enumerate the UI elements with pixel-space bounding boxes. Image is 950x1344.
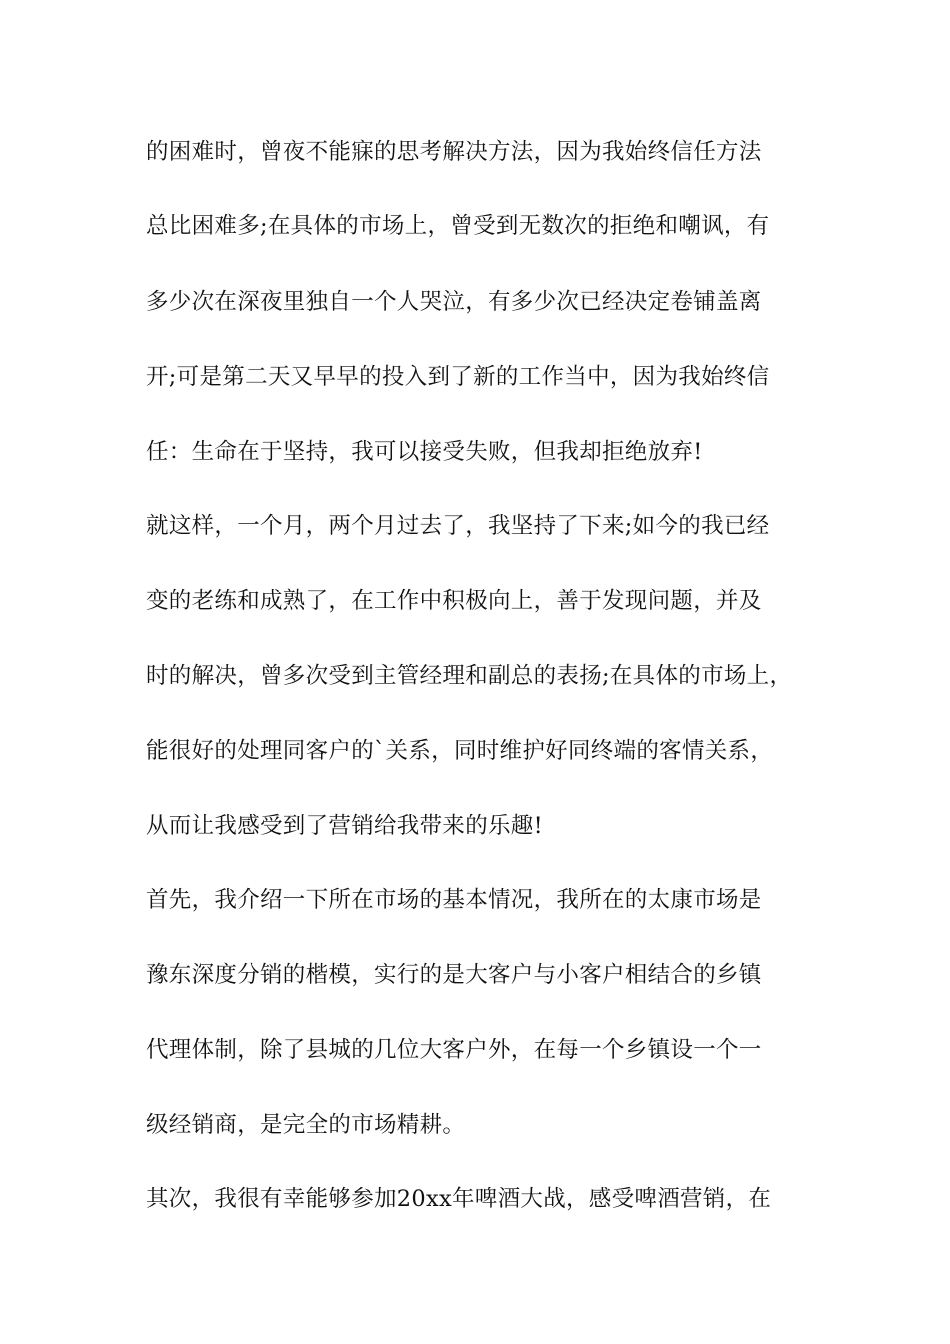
text-line: 变的老练和成熟了，在工作中积极向上，善于发现问题，并及 bbox=[146, 588, 762, 614]
text-line: 其次，我很有幸能够参加20xx年啤酒大战，感受啤酒营销，在 bbox=[146, 1186, 772, 1212]
text-line: 就这样，一个月，两个月过去了，我坚持了下来;如今的我已经 bbox=[146, 513, 770, 539]
text-line: 的困难时，曾夜不能寐的思考解决方法，因为我始终信任方法 bbox=[146, 139, 762, 165]
text-line: 首先，我介绍一下所在市场的基本情况，我所在的太康市场是 bbox=[146, 887, 762, 913]
text-line: 多少次在深夜里独自一个人哭泣，有多少次已经决定卷铺盖离 bbox=[146, 289, 762, 315]
text-line: 开;可是第二天又早早的投入到了新的工作当中，因为我始终信 bbox=[146, 364, 770, 390]
text-line: 任：生命在于坚持，我可以接受失败，但我却拒绝放弃! bbox=[146, 439, 703, 465]
text-line: 时的解决，曾多次受到主管经理和副总的表扬;在具体的市场上， bbox=[146, 663, 793, 689]
text-line: 能很好的处理同客户的`关系，同时维护好同终端的客情关系， bbox=[146, 738, 774, 764]
text-line: 级经销商，是完全的市场精耕。 bbox=[146, 1112, 466, 1138]
text-line: 总比困难多;在具体的市场上，曾受到无数次的拒绝和嘲讽，有 bbox=[146, 213, 770, 239]
text-line: 代理体制，除了县城的几位大客户外，在每一个乡镇设一个一 bbox=[146, 1037, 762, 1063]
text-line: 豫东深度分销的楷模，实行的是大客户与小客户相结合的乡镇 bbox=[146, 962, 762, 988]
text-line: 从而让我感受到了营销给我带来的乐趣! bbox=[146, 813, 543, 839]
